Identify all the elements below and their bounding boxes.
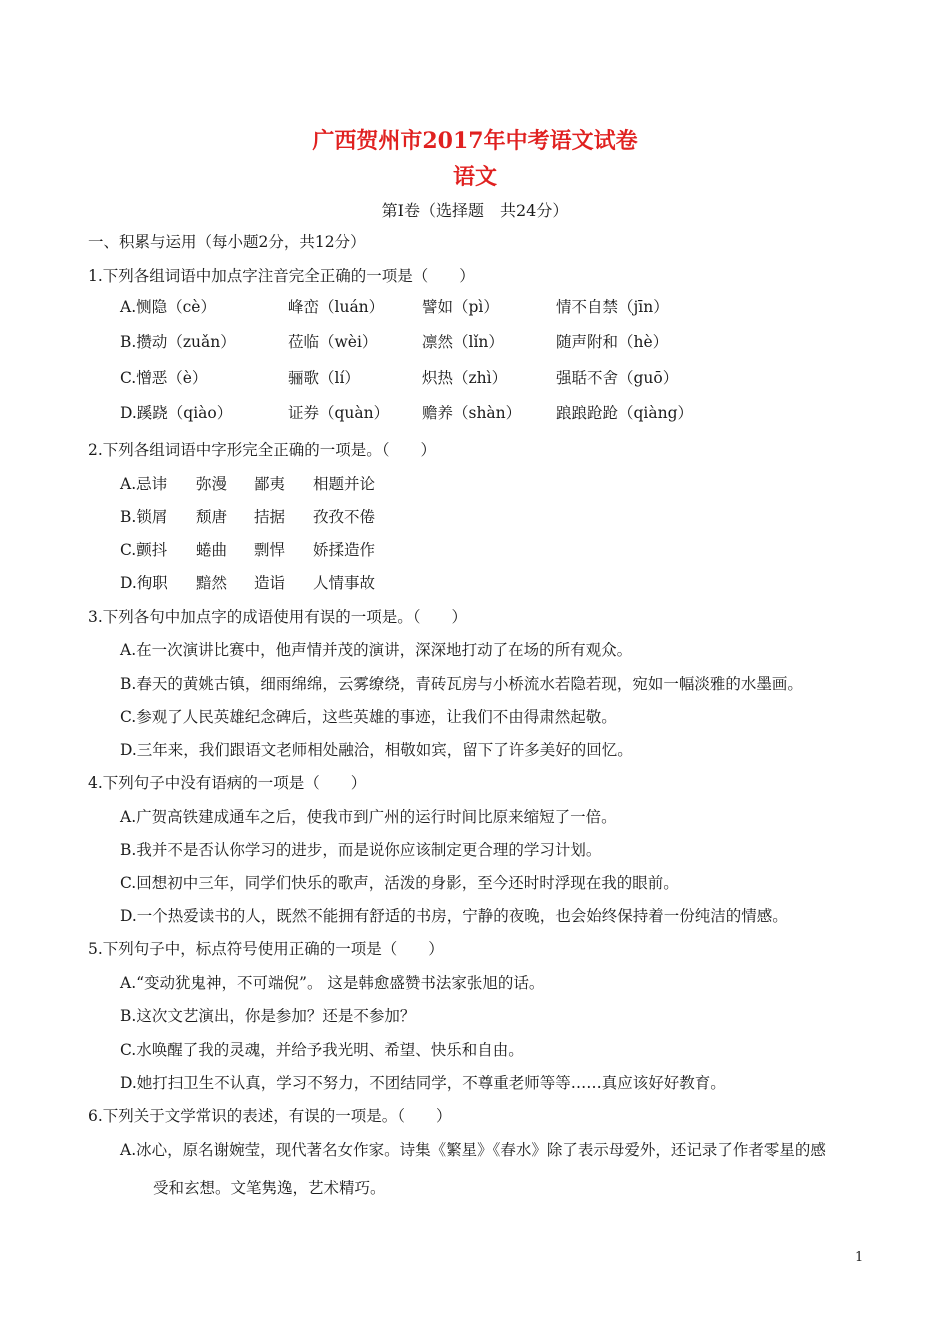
q1-a-2: 峰峦（luán） [288, 298, 385, 316]
q1-c-1: C.憎恶（è） [120, 369, 208, 387]
q2-b-2: 颓唐 [196, 508, 228, 526]
q1-b-1: B.攒动（zuǎn） [120, 333, 236, 351]
q1-b-3: 凛然（lǐn） [422, 333, 504, 351]
q2-d-4: 人情事故 [313, 574, 376, 592]
q1-b-2: 莅临（wèi） [288, 333, 378, 351]
q4-option-a: A.广贺高铁建成通车之后，使我市到广州的运行时间比原来缩短了一倍。 [120, 808, 617, 826]
q1-d-2: 证券（quàn） [288, 404, 390, 422]
q2-b-1: B.锁屑 [120, 508, 168, 526]
q1-c-3: 炽热（zhì） [422, 369, 508, 387]
q5-stem: 5.下列句子中，标点符号使用正确的一项是（ ） [88, 940, 444, 958]
q1-a-4: 情不自禁（jīn） [556, 298, 669, 316]
q1-a-1: A.恻隐（cè） [120, 298, 216, 316]
q6-option-a-line2: 受和玄想。文笔隽逸，艺术精巧。 [153, 1179, 386, 1197]
q1-d-4: 踉踉跄跄（qiàng） [556, 404, 694, 422]
q1-b-4: 随声附和（hè） [556, 333, 669, 351]
q4-option-b: B.我并不是否认你学习的进步，而是说你应该制定更合理的学习计划。 [120, 841, 602, 859]
exam-title: 广西贺州市2017年中考语文试卷 [312, 128, 638, 154]
q2-d-3: 造诣 [254, 574, 286, 592]
q2-a-1: A.忌讳 [120, 475, 168, 493]
q1-c-4: 强聒不舍（guō） [556, 369, 679, 387]
q1-a-3: 譬如（pì） [422, 298, 499, 316]
q3-option-a: A.在一次演讲比赛中，他声情并茂的演讲，深深地打动了在场的所有观众。 [120, 641, 633, 659]
q6-stem: 6.下列关于文学常识的表述，有误的一项是。（ ） [88, 1107, 452, 1125]
q4-option-c: C.回想初中三年，同学们快乐的歌声，活泼的身影，至今还时时浮现在我的眼前。 [120, 874, 679, 892]
q1-d-1: D.蹊跷（qiào） [120, 404, 233, 422]
q6-option-a-line1: A.冰心，原名谢婉莹，现代著名女作家。诗集《繁星》《春水》除了表示母爱外，还记录了作者零星的感 [120, 1141, 826, 1159]
q5-option-a: A.“变动犹鬼神，不可端倪”。 这是韩愈盛赞书法家张旭的话。 [120, 974, 545, 992]
q5-option-b: B.这次文艺演出，你是参加？还是不参加？ [120, 1007, 416, 1025]
q3-option-b: B.春天的黄姚古镇，细雨绵绵，云雾缭绕，青砖瓦房与小桥流水若隐若现，宛如一幅淡雅的水墨画。 [120, 675, 803, 693]
section-heading: 一、积累与运用（每小题2分，共12分） [88, 233, 366, 251]
q2-b-3: 拮据 [254, 508, 286, 526]
volume-heading: 第Ⅰ卷（选择题 共24分） [381, 201, 569, 220]
q2-a-4: 相题并论 [313, 475, 376, 493]
q4-option-d: D.一个热爱读书的人，既然不能拥有舒适的书房，宁静的夜晚，也会始终保持着一份纯洁的情感。 [120, 907, 788, 925]
q1-stem: 1.下列各组词语中加点字注音完全正确的一项是（ ） [88, 267, 475, 285]
q2-d-2: 黯然 [196, 574, 228, 592]
q2-d-1: D.徇职 [120, 574, 168, 592]
q1-c-2: 骊歌（lí） [288, 369, 360, 387]
q2-c-2: 蜷曲 [196, 541, 228, 559]
q5-option-c: C.水唤醒了我的灵魂，并给予我光明、希望、快乐和自由。 [120, 1041, 524, 1059]
q4-stem: 4.下列句子中没有语病的一项是（ ） [88, 774, 367, 792]
q2-c-4: 娇揉造作 [313, 541, 376, 559]
q1-d-3: 赡养（shàn） [422, 404, 522, 422]
q2-b-4: 孜孜不倦 [313, 508, 376, 526]
q2-c-3: 剽悍 [254, 541, 286, 559]
q3-option-c: C.参观了人民英雄纪念碑后，这些英雄的事迹，让我们不由得肃然起敬。 [120, 708, 617, 726]
q2-c-1: C.颤抖 [120, 541, 168, 559]
exam-subtitle: 语文 [452, 164, 497, 190]
q2-a-3: 鄙夷 [254, 475, 286, 493]
q3-stem: 3.下列各句中加点字的成语使用有误的一项是。（ ） [88, 608, 468, 626]
q2-a-2: 弥漫 [196, 475, 228, 493]
q3-option-d: D.三年来，我们跟语文老师相处融洽，相敬如宾，留下了许多美好的回忆。 [120, 741, 633, 759]
q5-option-d: D.她打扫卫生不认真，学习不努力，不团结同学，不尊重老师等等……真应该好好教育。 [120, 1074, 726, 1092]
page-number: 1 [855, 1250, 864, 1265]
q2-stem: 2.下列各组词语中字形完全正确的一项是。（ ） [88, 441, 437, 459]
